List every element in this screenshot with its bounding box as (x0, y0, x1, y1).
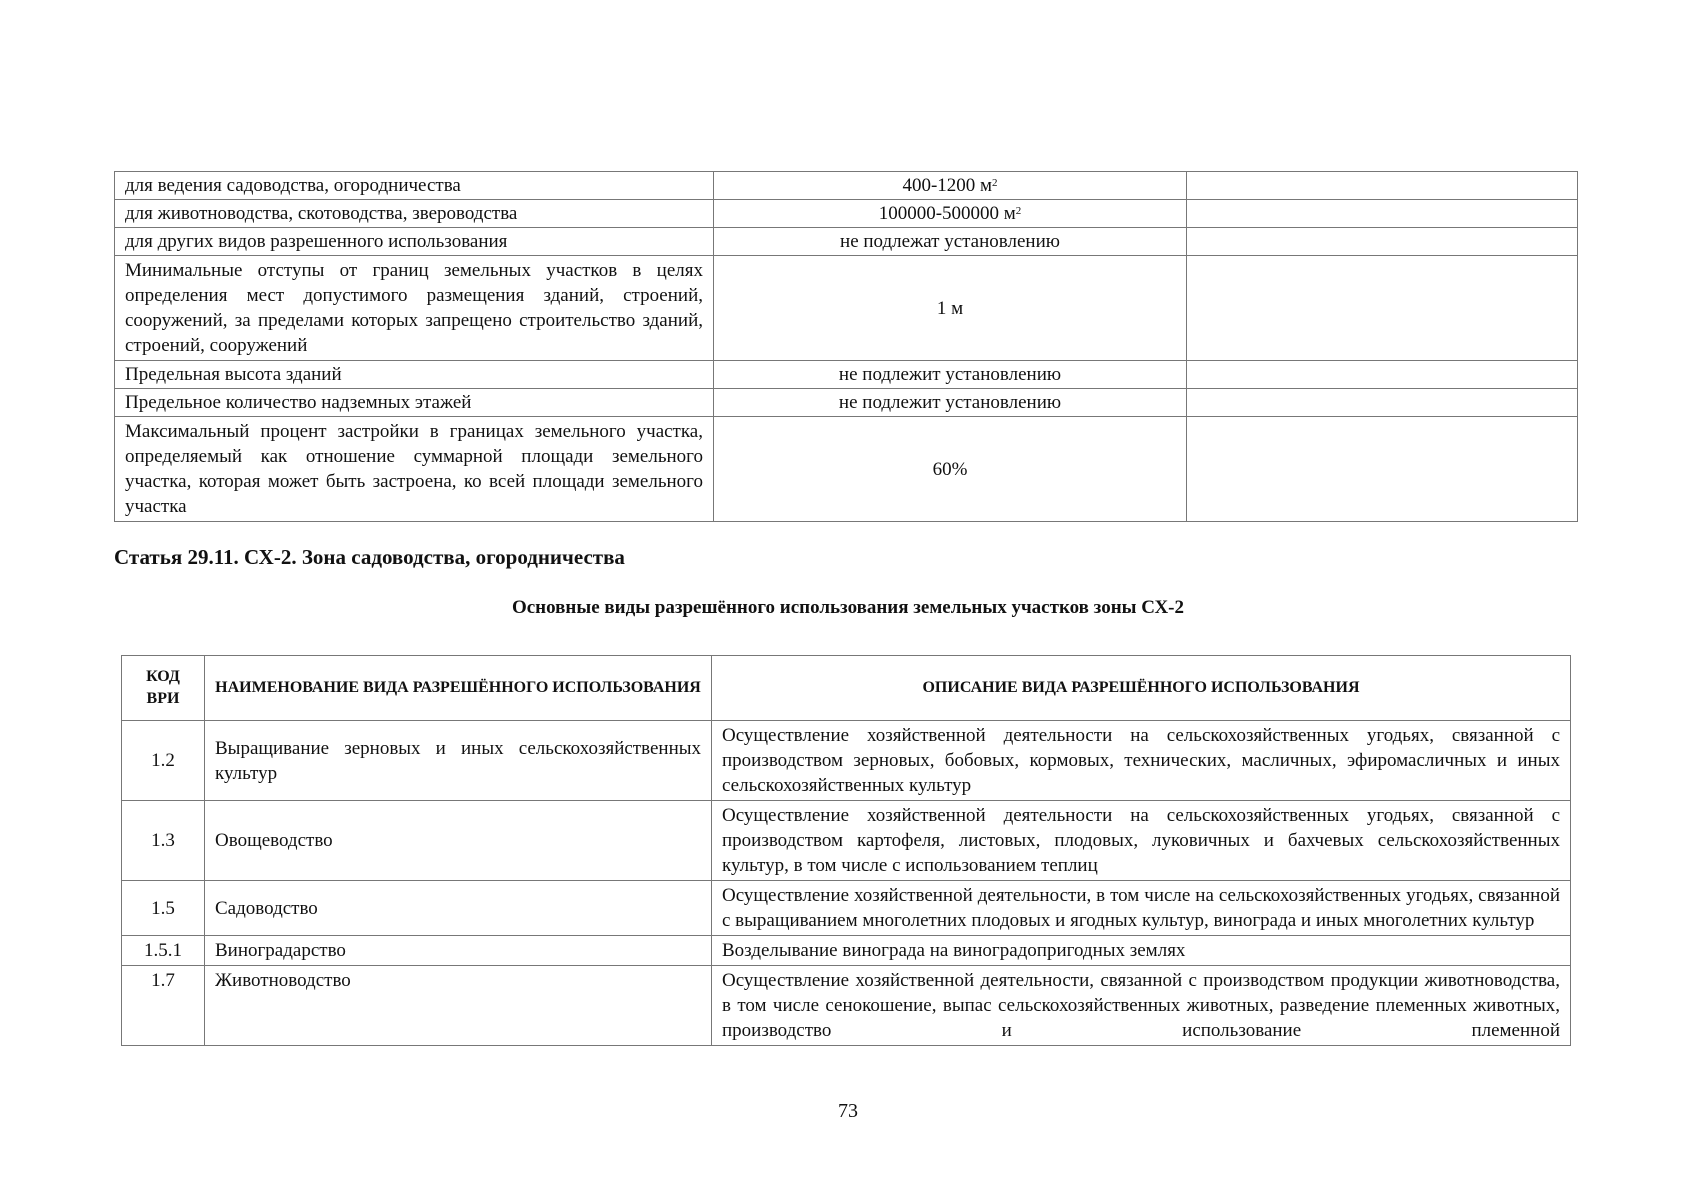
description-cell: Осуществление хозяйственной деятельности, связанной с производством продукции животноводства, в том числе сенокошение, выпас сельскохозяйственных животных, разведение племенных животных, производство и использование племенной (712, 966, 1571, 1046)
table-header-row (122, 656, 1571, 721)
param-cell: для других видов разрешенного использования (115, 228, 714, 256)
note-cell (1187, 389, 1578, 417)
page-number: 73 (838, 1100, 858, 1122)
name-cell: Животноводство (205, 966, 712, 1046)
value-cell: 100000-500000 $м^2$ (714, 200, 1187, 228)
code-cell: 1.2 (122, 721, 205, 801)
table-row (122, 801, 1571, 881)
name-cell: Садоводство (205, 881, 712, 936)
name-cell: Виноградарство (205, 936, 712, 966)
param-cell: Предельное количество надземных этажей (115, 389, 714, 417)
header-code: КОД ВРИ (122, 656, 205, 721)
value-cell: не подлежат установлению (714, 228, 1187, 256)
table-row (122, 721, 1571, 801)
name-cell: Овощеводство (205, 801, 712, 881)
code-cell: 1.3 (122, 801, 205, 881)
param-cell: для животноводства, скотоводства, звероводства (115, 200, 714, 228)
table-caption: Основные виды разрешённого использования земельных участков зоны СХ-2 (511, 597, 1185, 618)
table-row (115, 256, 1578, 361)
param-cell: Максимальный процент застройки в границах земельного участка, определяемый как отношение суммарной площади земельного участка, которая может быть застроена, ко всей площади земельного участка (115, 417, 714, 522)
table-row (115, 361, 1578, 389)
table-row (122, 966, 1571, 1046)
code-cell: 1.5 (122, 881, 205, 936)
value-cell: 400-1200 $м^2$ (714, 172, 1187, 200)
header-description: ОПИСАНИЕ ВИДА РАЗРЕШЁННОГО ИСПОЛЬЗОВАНИЯ (712, 656, 1571, 721)
note-cell (1187, 361, 1578, 389)
value-cell: не подлежит установлению (714, 389, 1187, 417)
article-heading: Статья 29.11. СХ-2. Зона садоводства, огородничества (114, 545, 625, 569)
parameters-table (114, 171, 1578, 522)
description-cell: Осуществление хозяйственной деятельности на сельскохозяйственных угодьях, связанной с производством зерновых, бобовых, кормовых, технических, масличных, эфиромасличных и иных сельскохозяйственных культур (712, 721, 1571, 801)
description-cell: Возделывание винограда на виноградопригодных землях (712, 936, 1571, 966)
header-name: НАИМЕНОВАНИЕ ВИДА РАЗРЕШЁННОГО ИСПОЛЬЗОВАНИЯ (205, 656, 712, 721)
note-cell (1187, 417, 1578, 522)
table-row (115, 172, 1578, 200)
name-cell: Выращивание зерновых и иных сельскохозяйственных культур (205, 721, 712, 801)
table-row (115, 389, 1578, 417)
param-cell: Минимальные отступы от границ земельных участков в целях определения мест допустимого размещения зданий, строений, сооружений, за пределами которых запрещено строительство зданий, строений, сооружений (115, 256, 714, 361)
code-cell: 1.7 (122, 966, 205, 1046)
code-cell: 1.5.1 (122, 936, 205, 966)
note-cell (1187, 172, 1578, 200)
table-row (115, 200, 1578, 228)
value-cell: 1 м (714, 256, 1187, 361)
table-row (115, 417, 1578, 522)
param-cell: Предельная высота зданий (115, 361, 714, 389)
value-cell: не подлежит установлению (714, 361, 1187, 389)
table-row (122, 881, 1571, 936)
note-cell (1187, 228, 1578, 256)
value-cell: 60% (714, 417, 1187, 522)
param-cell: для ведения садоводства, огородничества (115, 172, 714, 200)
description-cell: Осуществление хозяйственной деятельности, в том числе на сельскохозяйственных угодьях, связанной с выращиванием многолетних плодовых и ягодных культур, винограда и иных многолетних культур (712, 881, 1571, 936)
table-row (115, 228, 1578, 256)
note-cell (1187, 200, 1578, 228)
note-cell (1187, 256, 1578, 361)
table-row (122, 936, 1571, 966)
description-cell: Осуществление хозяйственной деятельности на сельскохозяйственных угодьях, связанной с производством картофеля, листовых, плодовых, луковичных и бахчевых сельскохозяйственных культур, в том числе с использованием теплиц (712, 801, 1571, 881)
permitted-use-table (121, 655, 1571, 1046)
